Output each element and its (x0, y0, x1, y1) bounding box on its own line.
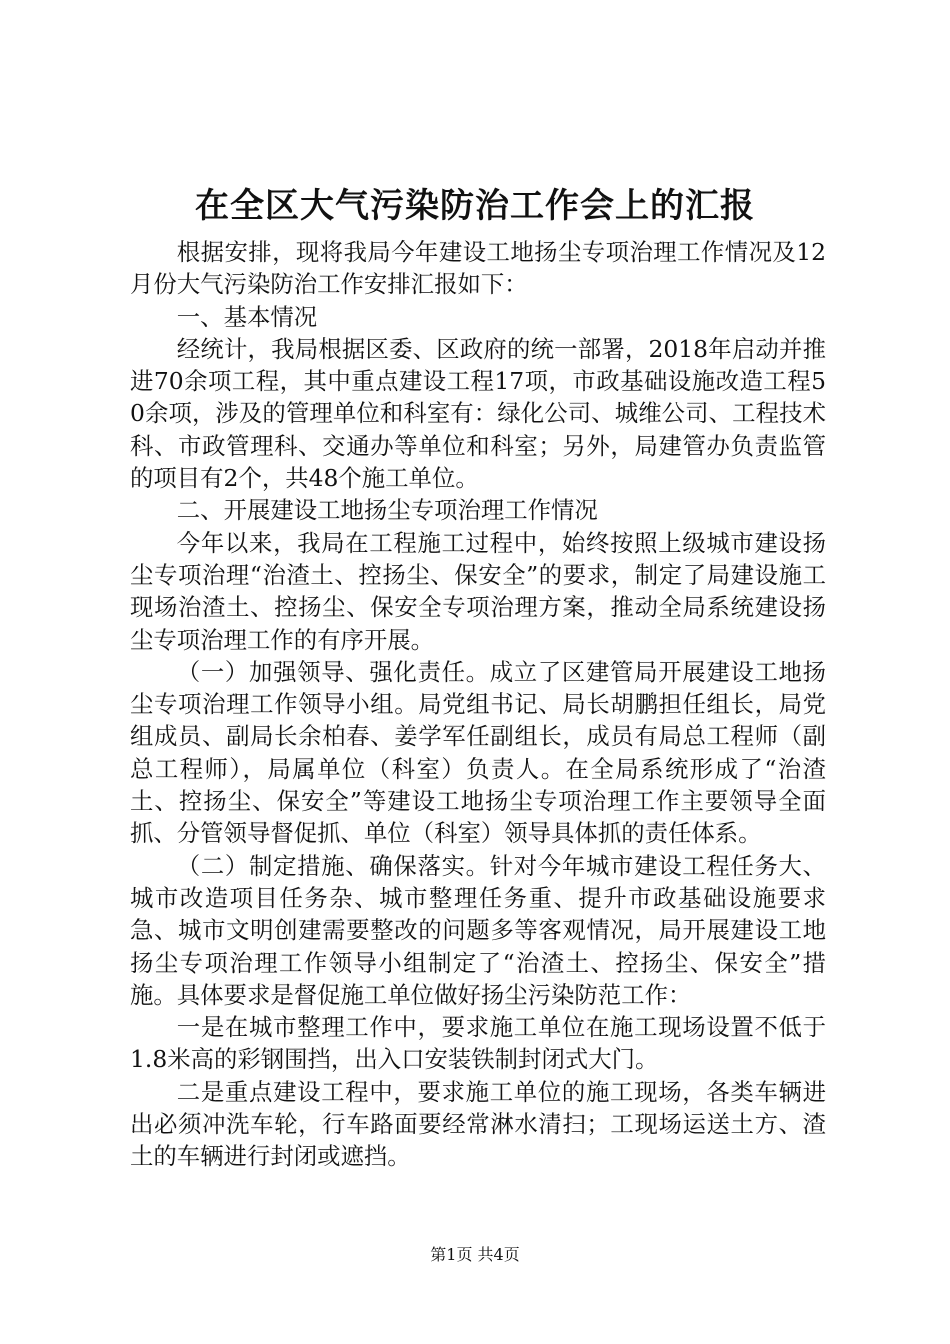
page-footer: 第1页 共4页 (430, 1245, 520, 1264)
paragraph-statistics: 经统计，我局根据区委、区政府的统一部署，2018年启动并推进70余项工程，其中重点建设工程17项，市政基础设施改造工程50余项，涉及的管理单位和科室有：绿化公司、城维公司、工程技术科、市政管理科、交通办等单位和科室；另外，局建管办负责监管的项目有2个，共48个施工单位。 (130, 334, 826, 493)
paragraph-leadership: （一）加强领导、强化责任。成立了区建管局开展建设工地扬尘专项治理工作领导小组。局党组书记、局长胡鹏担任组长，局党组成员、副局长余柏春、姜学军任副组长，成员有局总工程师（副总工程师），局属单位（科室）负责人。在全局系统形成了“治渣土、控扬尘、保安全”等建设工地扬尘专项治理工作主要领导全面抓、分管领导督促抓、单位（科室）领导具体抓的责任体系。 (130, 657, 826, 848)
document-title: 在全区大气污染防治工作会上的汇报 (195, 186, 755, 226)
section-heading-basic: 一、基本情况 (176, 302, 318, 331)
document-body (130, 236, 826, 1173)
paragraph-item-two: 二是重点建设工程中，要求施工单位的施工现场，各类车辆进出必须冲洗车轮，行车路面要经常淋水清扫；工现场运送土方、渣土的车辆进行封闭或遮挡。 (130, 1077, 826, 1171)
paragraph-intro: 根据安排，现将我局今年建设工地扬尘专项治理工作情况及12月份大气污染防治工作安排汇报如下： (130, 238, 826, 299)
paragraph-overview: 今年以来，我局在工程施工过程中，始终按照上级城市建设扬尘专项治理“治渣土、控扬尘、保安全”的要求，制定了局建设施工现场治渣土、控扬尘、保安全专项治理方案，推动全局系统建设扬尘专项治理工作的有序开展。 (130, 528, 826, 654)
section-heading-work: 二、开展建设工地扬尘专项治理工作情况 (176, 496, 598, 525)
paragraph-item-one: 一是在城市整理工作中，要求施工单位在施工现场设置不低于1.8米高的彩钢围挡，出入口安装铁制封闭式大门。 (130, 1013, 826, 1074)
paragraph-measures: （二）制定措施、确保落实。针对今年城市建设工程任务大、城市改造项目任务杂、城市整理任务重、提升市政基础设施要求急、城市文明创建需要整改的问题多等客观情况，局开展建设工地扬尘专项治理工作领导小组制定了“治渣土、控扬尘、保安全”措施。具体要求是督促施工单位做好扬尘污染防范工作： (130, 851, 826, 1009)
